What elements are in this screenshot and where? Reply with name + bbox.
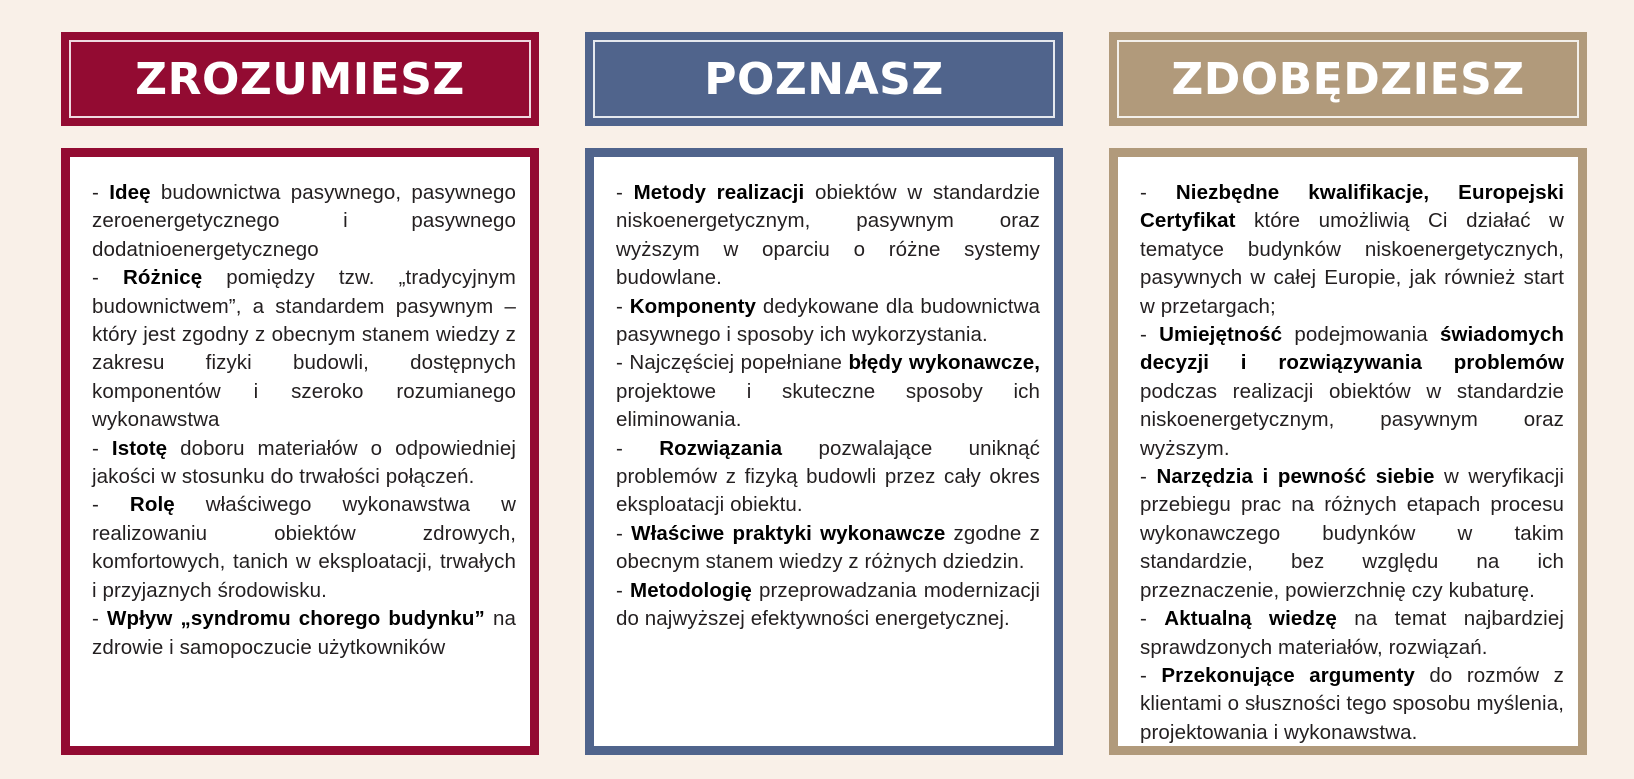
- column-zrozumiesz: [61, 32, 539, 659]
- card-text: [616, 179, 1040, 634]
- header-zrozumiesz: [61, 32, 539, 126]
- header-frame: [1117, 40, 1579, 118]
- header-zdobedziesz: [1109, 32, 1587, 126]
- list-item: - Metodologię przeprowadzania modernizacji do najwyższej efektywności energetycznej.: [616, 578, 1040, 631]
- card-zdobedziesz: [1109, 148, 1587, 755]
- list-item: - Aktualną wiedzę na temat najbardziej sprawdzonych materiałów, rozwiązań.: [1140, 607, 1564, 659]
- list-item: - Narzędzia i pewność siebie w weryfikacji przebiegu prac na różnych etapach procesu wykonawczego budynków w takim standardzie, bez względu na ich przeznaczenie, powierzchnię czy kubaturę.: [1140, 465, 1565, 602]
- card-text: [1140, 179, 1564, 747]
- header-poznasz: [585, 32, 1063, 126]
- column-poznasz: [585, 32, 1063, 631]
- list-item: - Niezbędne kwalifikacje, Europejski Certyfikat które umożliwią Ci działać w tematyce budynków niskoenergetycznych, pasywnych w całej Europie, jak również start w przetargach;: [1140, 181, 1564, 318]
- list-item: - Przekonujące argumenty do rozmów z klientami o słuszności tego sposobu myślenia, projektowania i wykonawstwa.: [1140, 663, 1564, 744]
- header-title: POZNASZ: [704, 53, 944, 105]
- list-item: - Rolę właściwego wykonawstwa w realizowaniu obiektów zdrowych, komfortowych, tanich w eksploatacji, trwałych i przyjaznych środowisku.: [92, 493, 516, 602]
- list-item: - Umiejętność podejmowania świadomych decyzji i rozwiązywania problemów podczas realizacji obiektów w standardzie niskoenergetycznym, pasywnym oraz wyższym.: [1140, 323, 1564, 460]
- list-item: - Metody realizacji obiektów w standardzie niskoenergetycznym, pasywnym oraz wyższym w oparciu o różne systemy budowlane.: [616, 181, 1040, 290]
- header-title: ZDOBĘDZIESZ: [1171, 53, 1525, 105]
- list-item: - Istotę doboru materiałów o odpowiedniej jakości w stosunku do trwałości połączeń.: [92, 436, 516, 489]
- column-zdobedziesz: [1109, 32, 1587, 744]
- list-item: - Ideę budownictwa pasywnego, pasywnego zeroenergetycznego i pasywnego dodatnioenergetycznego: [92, 181, 516, 261]
- header-title: ZROZUMIESZ: [135, 53, 465, 105]
- card-zrozumiesz: [61, 148, 539, 755]
- list-item: - Właściwe praktyki wykonawcze zgodne z obecnym stanem wiedzy z różnych dziedzin.: [616, 521, 1040, 574]
- header-frame: [69, 40, 531, 118]
- header-frame: [593, 40, 1055, 118]
- card-poznasz: [585, 148, 1063, 755]
- list-item: - Rozwiązania pozwalające uniknąć problemów z fizyką budowli przez cały okres eksploatacji obiektu.: [616, 436, 1040, 517]
- list-item: - Najczęściej popełniane błędy wykonawcze, projektowe i skuteczne sposoby ich eliminowania.: [616, 351, 1041, 432]
- list-item: - Wpływ „syndromu chorego budynku” na zdrowie i samopoczucie użytkowników: [92, 607, 516, 659]
- list-item: - Komponenty dedykowane dla budownictwa pasywnego i sposoby ich wykorzystania.: [616, 294, 1040, 347]
- list-item: - Różnicę pomiędzy tzw. „tradycyjnym budownictwem”, a standardem pasywnym – który jest zgodny z obecnym stanem wiedzy z zakresu fizyki budowli, dostępnych komponentów i szeroko rozumianego wykonawstwa: [92, 266, 516, 432]
- card-text: [92, 179, 516, 662]
